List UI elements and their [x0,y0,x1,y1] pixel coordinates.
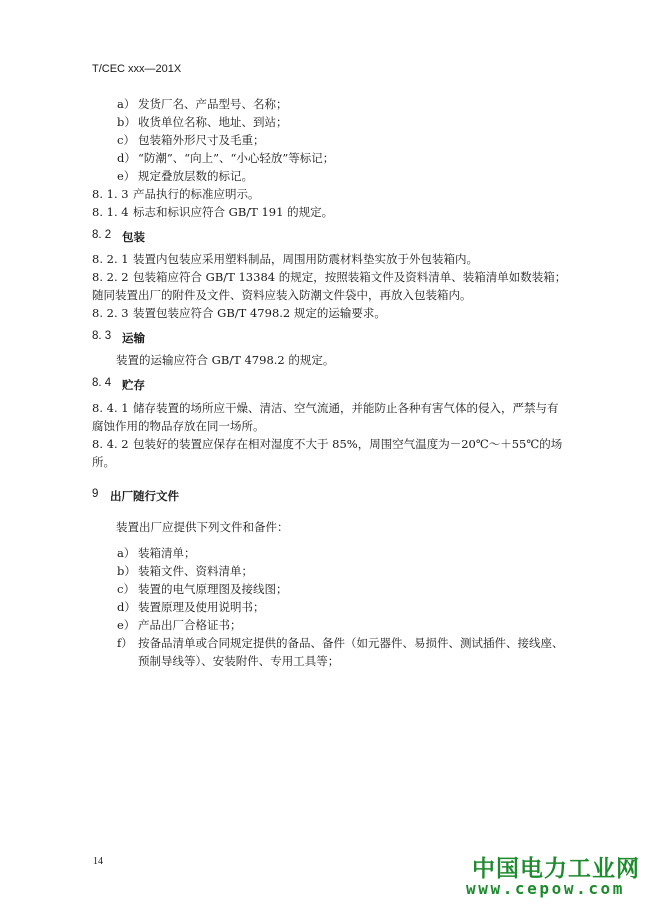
list-item-text-continued: 预制导线等）、安装附件、专用工具等； [138,654,340,668]
list-item-text: 收货单位名称、地址、到站； [138,115,288,129]
clause-text-continued: 腐蚀作用的物品存放在同一场所。 [92,419,265,433]
list-item-label: e） [117,618,136,632]
section-number: 8. 3 [92,330,112,342]
list-item-label: a） [117,546,136,560]
list-item-text: 装置的电气原理图及接线图； [138,582,288,596]
list-item-text: 规定叠放层数的标记。 [138,169,253,183]
list-item-text: 装箱文件、资料清单； [138,564,253,578]
chapter-title: 出厂随行文件 [110,491,179,503]
list-item-label: f） [117,636,133,650]
clause-text: 包装好的装置应保存在相对湿度不大于 85%，周围空气温度为－20℃～＋55℃的场 [133,437,563,451]
section-title: 运输 [122,333,145,345]
list-item-text: 发货厂名、产品型号、名称； [138,97,288,111]
list-item-text: 包装箱外形尺寸及毛重； [138,133,265,147]
list-item-label: d） [117,151,136,165]
section-heading [122,377,145,393]
clause-number: 8. 2. 2 [92,270,129,284]
clause-text: 装置包装应符合 GB/T 4798.2 规定的运输要求。 [133,306,386,320]
list-item-text: “防潮”、“向上”、“小心轻放”等标记； [138,151,335,165]
section-number: 8. 2 [92,229,112,241]
paragraph-text: 装置的运输应符合 GB/T 4798.2 的规定。 [116,353,335,367]
list-item-label: b） [117,564,136,578]
list-item-label: a） [117,97,136,111]
clause-number: 8. 2. 3 [92,306,129,320]
page-number: 14 [93,856,103,867]
list-item-label: c） [117,582,135,596]
clause-number: 8. 1. 3 [92,187,129,201]
section-title: 贮存 [122,380,145,392]
list-item-text: 产品出厂合格证书； [138,618,242,632]
chapter-heading [110,488,179,504]
section-heading [122,229,145,245]
watermark-site-name: 中国电力工业网 [472,856,640,882]
document-code-header: T/CEC xxx—201X [92,63,182,75]
paragraph-text: 装置出厂应提供下列文件和备件： [116,520,289,534]
clause-number: 8. 1. 4 [92,205,129,219]
list-item-text: 装置原理及使用说明书； [138,600,265,614]
list-item-label: c） [117,133,135,147]
clause-text: 标志和标识应符合 GB/T 191 的规定。 [133,205,334,219]
clause-number: 8. 4. 1 [92,401,129,415]
section-heading [122,330,145,346]
clause-text: 包装箱应符合 GB/T 13384 的规定，按照装箱文件及资料清单、装箱清单如数装箱； [133,270,567,284]
clause-text-continued: 随同装置出厂的附件及文件、资料应装入防潮文件袋中，再放入包装箱内。 [92,288,472,302]
list-item-text: 按备品清单或合同规定提供的备品、备件（如元器件、易损件、测试插件、接线座、 [138,636,564,650]
clause-text: 产品执行的标准应明示。 [133,187,260,201]
clause-text-continued: 所。 [92,455,115,469]
clause-text: 储存装置的场所应干燥、清洁、空气流通，并能防止各种有害气体的侵入，严禁与有 [133,401,559,415]
list-item-text: 装箱清单； [138,546,196,560]
list-item-label: b） [117,115,136,129]
clause-number: 8. 2. 1 [92,252,129,266]
watermark-url: www.cepow.com [466,879,626,898]
list-item-label: e） [117,169,136,183]
clause-number: 8. 4. 2 [92,437,129,451]
section-number: 8. 4 [92,377,112,389]
section-title: 包装 [122,232,145,244]
list-item-label: d） [117,600,136,614]
chapter-number: 9 [92,488,99,500]
clause-text: 装置内包装应采用塑料制品，周围用防震材料垫实放于外包装箱内。 [133,252,478,266]
